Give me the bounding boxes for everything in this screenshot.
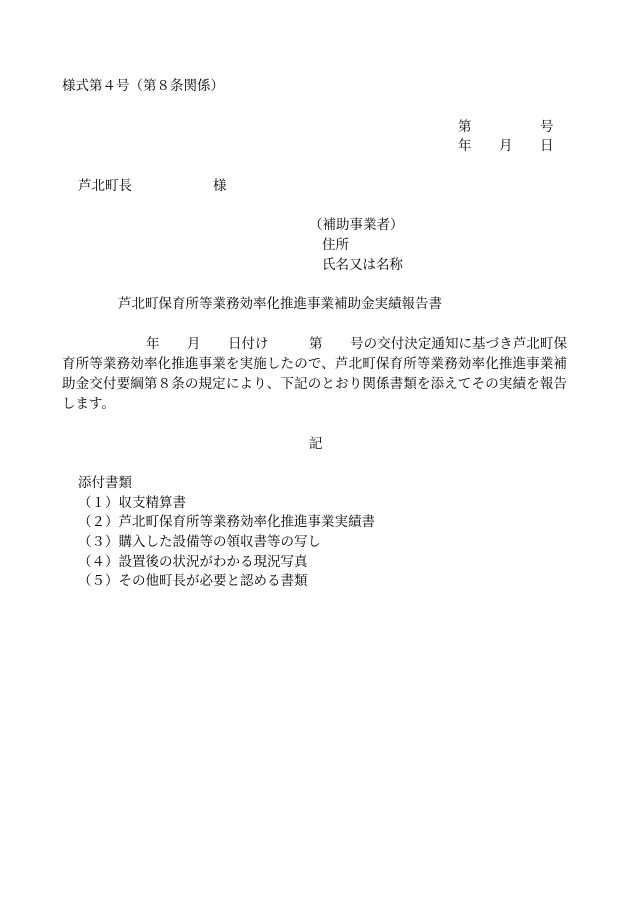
ki-heading: 記	[309, 436, 323, 452]
date-day: 日	[540, 138, 554, 154]
document-title: 芦北町保育所等業務効率化推進事業補助金実績報告書	[118, 296, 442, 312]
date-month: 月	[499, 138, 513, 154]
body-month: 月	[187, 336, 201, 352]
attachment-item-2: （２）芦北町保育所等業務効率化推進事業実績書	[78, 514, 375, 530]
attachments-heading: 添付書類	[78, 475, 132, 491]
attachment-item-3: （３）購入した設備等の領収書等の写し	[78, 534, 321, 550]
body-line1-rest-text: 号の交付決定通知に基づき芦北町保	[350, 336, 567, 352]
body-dated: 日付け	[228, 336, 269, 352]
attachment-item-5: （５）その他町長が必要と認める書類	[78, 573, 308, 589]
body-line1-rest	[350, 338, 567, 352]
addressee-name: 芦北町長	[78, 178, 132, 194]
body-year: 年	[146, 336, 160, 352]
doc-number-dai: 第	[458, 119, 472, 135]
body-line2: 育所等業務効率化推進事業を実施したので、芦北町保育所等業務効率化推進事業補	[62, 356, 567, 372]
attachment-item-1: （１）収支精算書	[78, 495, 186, 511]
addressee-honorific: 様	[213, 178, 227, 194]
applicant-address-label: 住所	[322, 237, 349, 253]
doc-number-go: 号	[540, 119, 554, 135]
body-line3: 助金交付要綱第８条の規定により、下記のとおり関係書類を添えてその実績を報告	[62, 376, 567, 392]
attachment-item-4: （４）設置後の状況がわかる現況写真	[78, 554, 308, 570]
applicant-heading: （補助事業者）	[309, 217, 404, 233]
date-year: 年	[458, 138, 472, 154]
applicant-name-label: 氏名又は名称	[322, 257, 403, 273]
body-line4: します。	[62, 396, 115, 412]
form-number: 様式第４号（第８条関係）	[62, 78, 224, 94]
body-dai: 第	[309, 336, 323, 352]
